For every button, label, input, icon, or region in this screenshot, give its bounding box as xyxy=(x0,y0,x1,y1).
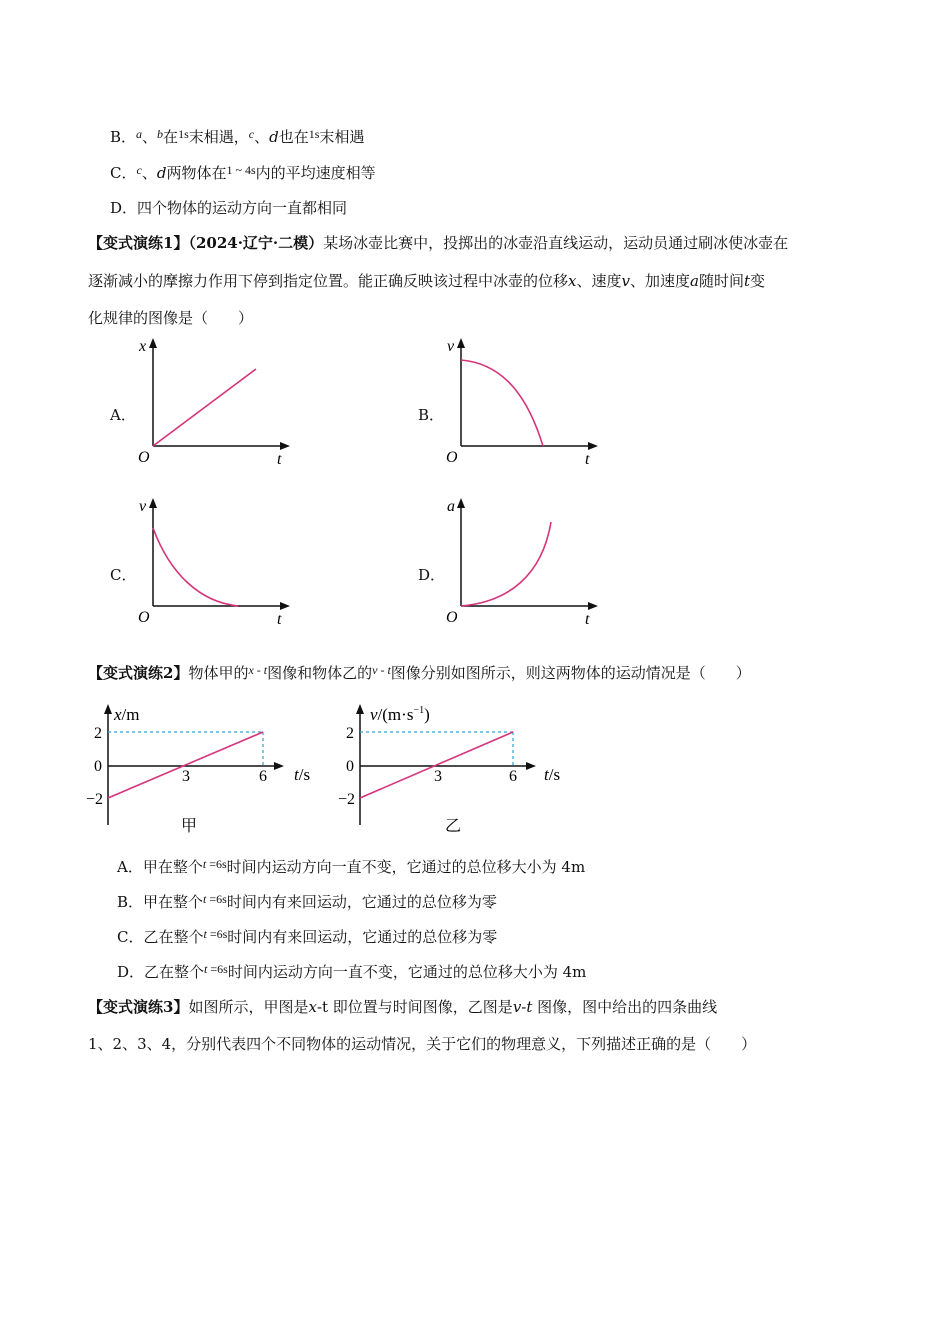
graph-c-x-label: t xyxy=(277,611,282,628)
graph-c-curve xyxy=(153,528,238,606)
graph-a xyxy=(130,334,300,474)
graph-b-label[interactable]: B． xyxy=(418,406,445,424)
graph-yi-tick-3: 3 xyxy=(434,768,442,785)
option-b-prev: B．$^a$、$^b$在$^{1s}$末相遇，$^c$、d也在$^{1s}$末相遇 xyxy=(110,127,365,146)
graph-b xyxy=(438,334,608,474)
graph-jia-x-label: t/s xyxy=(294,765,311,784)
graph-yi-caption: 乙 xyxy=(445,818,462,835)
q1-line3: 化规律的图像是（ ） xyxy=(88,309,254,327)
graph-b-x-label: t xyxy=(585,451,590,468)
q2-stem: 【变式演练2】物体甲的$^{x - t}$图像和物体乙的$^{v - t}$图像分别如图所示，则这两物体的运动情况是（ ） xyxy=(88,663,751,682)
graph-d-label[interactable]: D． xyxy=(418,566,446,584)
q2-option-a[interactable]: A．甲在整个$^t$ $^{=6s}$时间内运动方向一直不变，它通过的总位移大小为 4m xyxy=(117,857,586,876)
option-d-prev: D．四个物体的运动方向一直都相同 xyxy=(110,199,348,217)
q1-line1: 【变式演练1】（2024·辽宁·二模）某场冰壶比赛中，投掷出的冰壶沿直线运动，运动员通过刷冰使冰壶在 xyxy=(88,234,789,252)
graph-yi-tick-2: 2 xyxy=(346,725,354,742)
graph-yi-y-label: $v/(m\cdot s^{-1})$ xyxy=(370,705,430,724)
graph-d xyxy=(438,494,608,634)
graph-d-origin: O xyxy=(446,609,458,626)
graph-jia-caption: 甲 xyxy=(181,818,198,835)
graph-jia-tick-neg2: −2 xyxy=(86,791,104,808)
graph-c xyxy=(130,494,300,634)
graph-d-x-label: t xyxy=(585,611,590,628)
q2-option-d[interactable]: D．乙在整个$^t$ $^{=6s}$时间内运动方向一直不变，它通过的总位移大小为 4m xyxy=(117,962,587,981)
graph-a-label[interactable]: A． xyxy=(110,406,136,424)
q1-tag: 【变式演练1】 xyxy=(88,234,189,252)
graph-c-label[interactable]: C． xyxy=(110,566,137,584)
graph-b-origin: O xyxy=(446,449,458,466)
graph-a-x-label: t xyxy=(277,451,282,468)
q1-source: （2024·辽宁·二模） xyxy=(188,234,324,252)
graph-c-origin: O xyxy=(138,609,150,626)
graph-a-y-label: x xyxy=(139,338,147,355)
graph-jia-tick-6: 6 xyxy=(259,768,267,785)
graph-b-y-label: v xyxy=(447,338,455,355)
graph-d-y-label: a xyxy=(447,498,455,515)
graph-c-y-label: v xyxy=(139,498,147,515)
graph-jia xyxy=(80,700,330,840)
graph-a-curve xyxy=(153,369,256,446)
graph-jia-y-unit: /m xyxy=(121,705,140,724)
graph-b-curve xyxy=(461,360,543,446)
q2-option-b[interactable]: B．甲在整个$^t$ $^{=6s}$时间内有来回运动，它通过的总位移为零 xyxy=(117,892,497,911)
graph-yi xyxy=(332,700,582,840)
graph-yi-tick-6: 6 xyxy=(509,768,517,785)
q2-option-c[interactable]: C．乙在整个$^t$ $^{=6s}$时间内有来回运动，它通过的总位移为零 xyxy=(117,927,498,946)
graph-yi-tick-neg2: −2 xyxy=(338,791,356,808)
graph-yi-x-label: t/s xyxy=(544,765,561,784)
graph-jia-tick-0: 0 xyxy=(94,758,102,775)
graph-yi-line xyxy=(360,732,513,798)
graph-yi-tick-0: 0 xyxy=(346,758,354,775)
q3-line2: 1、2、3、4，分别代表四个不同物体的运动情况，关于它们的物理意义，下列描述正确的是（ ） xyxy=(88,1035,757,1053)
graph-a-origin: O xyxy=(138,449,150,466)
option-c-prev: C．$^c$、d两物体在$^{1 \sim 4s}$内的平均速度相等 xyxy=(110,163,376,182)
graph-jia-line xyxy=(108,732,263,798)
graph-jia-tick-2: 2 xyxy=(94,725,102,742)
graph-jia-tick-3: 3 xyxy=(182,768,190,785)
q1-line2: 逐渐减小的摩擦力作用下停到指定位置。能正确反映该过程中冰壶的位移x、速度v、加速度a随时间t变 xyxy=(88,272,766,290)
q2-tag: 【变式演练2】 xyxy=(88,664,189,682)
q3-line1: 【变式演练3】如图所示，甲图是x-t 即位置与时间图像，乙图是v-t 图像，图中给出的四条曲线 xyxy=(88,998,718,1016)
graph-d-curve xyxy=(461,522,551,606)
q3-tag: 【变式演练3】 xyxy=(88,998,189,1016)
graph-jia-y-label: x/m xyxy=(114,705,140,724)
